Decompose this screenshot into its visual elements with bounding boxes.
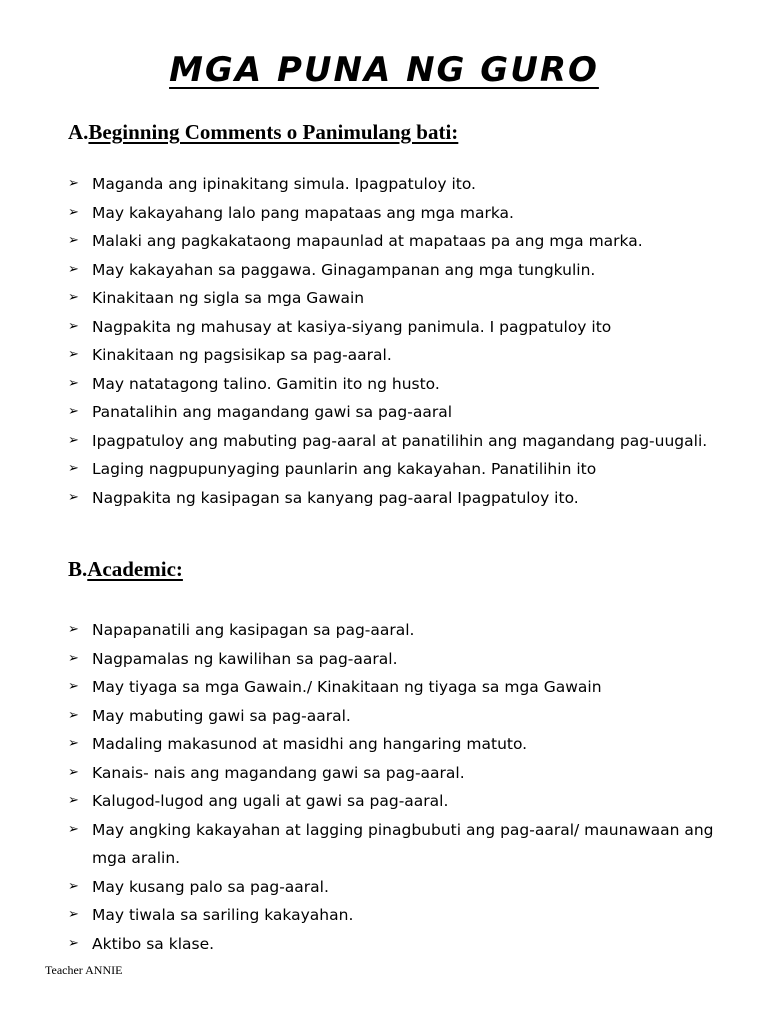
arrow-bullet-icon: ➢ <box>68 261 79 277</box>
arrow-bullet-icon: ➢ <box>68 404 79 419</box>
page-title: MGA PUNA NG GURO <box>169 50 599 90</box>
list-item: ➢ Aktibo sa klase. <box>68 930 728 959</box>
arrow-bullet-icon: ➢ <box>68 907 79 922</box>
list-item: ➢ Kinakitaan ng pagsisikap sa pag-aaral. <box>68 341 728 370</box>
list-item: ➢ Panatalihin ang magandang gawi sa pag-aaral <box>68 398 728 427</box>
arrow-bullet-icon: ➢ <box>68 622 79 637</box>
list-item: ➢ May angking kakayahan at lagging pinagbubuti ang pag-aaral/ maunawaan ang mga aralin. <box>68 816 728 873</box>
list-item: ➢ Nagpakita ng mahusay at kasiya-siyang panimula. I pagpatuloy ito <box>68 313 728 342</box>
list-item: ➢ May natatagong talino. Gamitin ito ng husto. <box>68 370 728 399</box>
list-item: ➢ Madaling makasunod at masidhi ang hangaring matuto. <box>68 730 728 759</box>
list-item: ➢ May tiyaga sa mga Gawain./ Kinakitaan ng tiyaga sa mga Gawain <box>68 673 728 702</box>
arrow-bullet-icon: ➢ <box>68 432 79 448</box>
arrow-bullet-icon: ➢ <box>68 204 79 220</box>
list-item: ➢ Nagpakita ng kasipagan sa kanyang pag-aaral Ipagpatuloy ito. <box>68 484 728 513</box>
arrow-bullet-icon: ➢ <box>68 793 79 808</box>
list-item: ➢ May kusang palo sa pag-aaral. <box>68 873 728 902</box>
list-item: ➢ Maganda ang ipinakitang simula. Ipagpatuloy ito. <box>68 170 728 199</box>
arrow-bullet-icon: ➢ <box>68 290 79 305</box>
arrow-bullet-icon: ➢ <box>68 318 79 334</box>
arrow-bullet-icon: ➢ <box>68 347 79 362</box>
section-b-title: Academic: <box>87 557 183 581</box>
arrow-bullet-icon: ➢ <box>68 764 79 780</box>
list-item: ➢ Kanais- nais ang magandang gawi sa pag-aaral. <box>68 759 728 788</box>
list-item: ➢ May kakayahan sa paggawa. Ginagampanan ang mga tungkulin. <box>68 256 728 285</box>
arrow-bullet-icon: ➢ <box>68 821 79 837</box>
arrow-bullet-icon: ➢ <box>68 707 79 723</box>
list-item: ➢ May tiwala sa sariling kakayahan. <box>68 901 728 930</box>
list-item: ➢ Nagpamalas ng kawilihan sa pag-aaral. <box>68 645 728 674</box>
arrow-bullet-icon: ➢ <box>68 176 79 191</box>
arrow-bullet-icon: ➢ <box>68 878 79 894</box>
arrow-bullet-icon: ➢ <box>68 935 79 951</box>
list-item: ➢ Malaki ang pagkakataong mapaunlad at mapataas pa ang mga marka. <box>68 227 728 256</box>
list-item: ➢ Ipagpatuloy ang mabuting pag-aaral at panatilihin ang magandang pag-uugali. <box>68 427 728 456</box>
arrow-bullet-icon: ➢ <box>68 233 79 248</box>
list-item: ➢ Kalugod-lugod ang ugali at gawi sa pag-aaral. <box>68 787 728 816</box>
arrow-bullet-icon: ➢ <box>68 650 79 666</box>
section-a-list <box>68 170 728 512</box>
section-b-list <box>68 616 728 958</box>
section-b-letter: B. <box>68 557 88 581</box>
list-item: ➢ Napapanatili ang kasipagan sa pag-aaral. <box>68 616 728 645</box>
section-a-title: Beginning Comments o Panimulang bati: <box>88 120 459 144</box>
arrow-bullet-icon: ➢ <box>68 461 79 476</box>
list-item: ➢ May kakayahang lalo pang mapataas ang mga marka. <box>68 199 728 228</box>
arrow-bullet-icon: ➢ <box>68 489 79 505</box>
section-a-heading <box>68 120 458 145</box>
arrow-bullet-icon: ➢ <box>68 679 79 694</box>
list-item: ➢ May mabuting gawi sa pag-aaral. <box>68 702 728 731</box>
footer-author: Teacher ANNIE <box>45 963 123 977</box>
list-item: ➢ Laging nagpupunyaging paunlarin ang kakayahan. Panatilihin ito <box>68 455 728 484</box>
section-b-heading <box>68 557 183 582</box>
arrow-bullet-icon: ➢ <box>68 375 79 391</box>
list-item: ➢ Kinakitaan ng sigla sa mga Gawain <box>68 284 728 313</box>
section-a-letter: A. <box>68 120 89 144</box>
arrow-bullet-icon: ➢ <box>68 736 79 751</box>
